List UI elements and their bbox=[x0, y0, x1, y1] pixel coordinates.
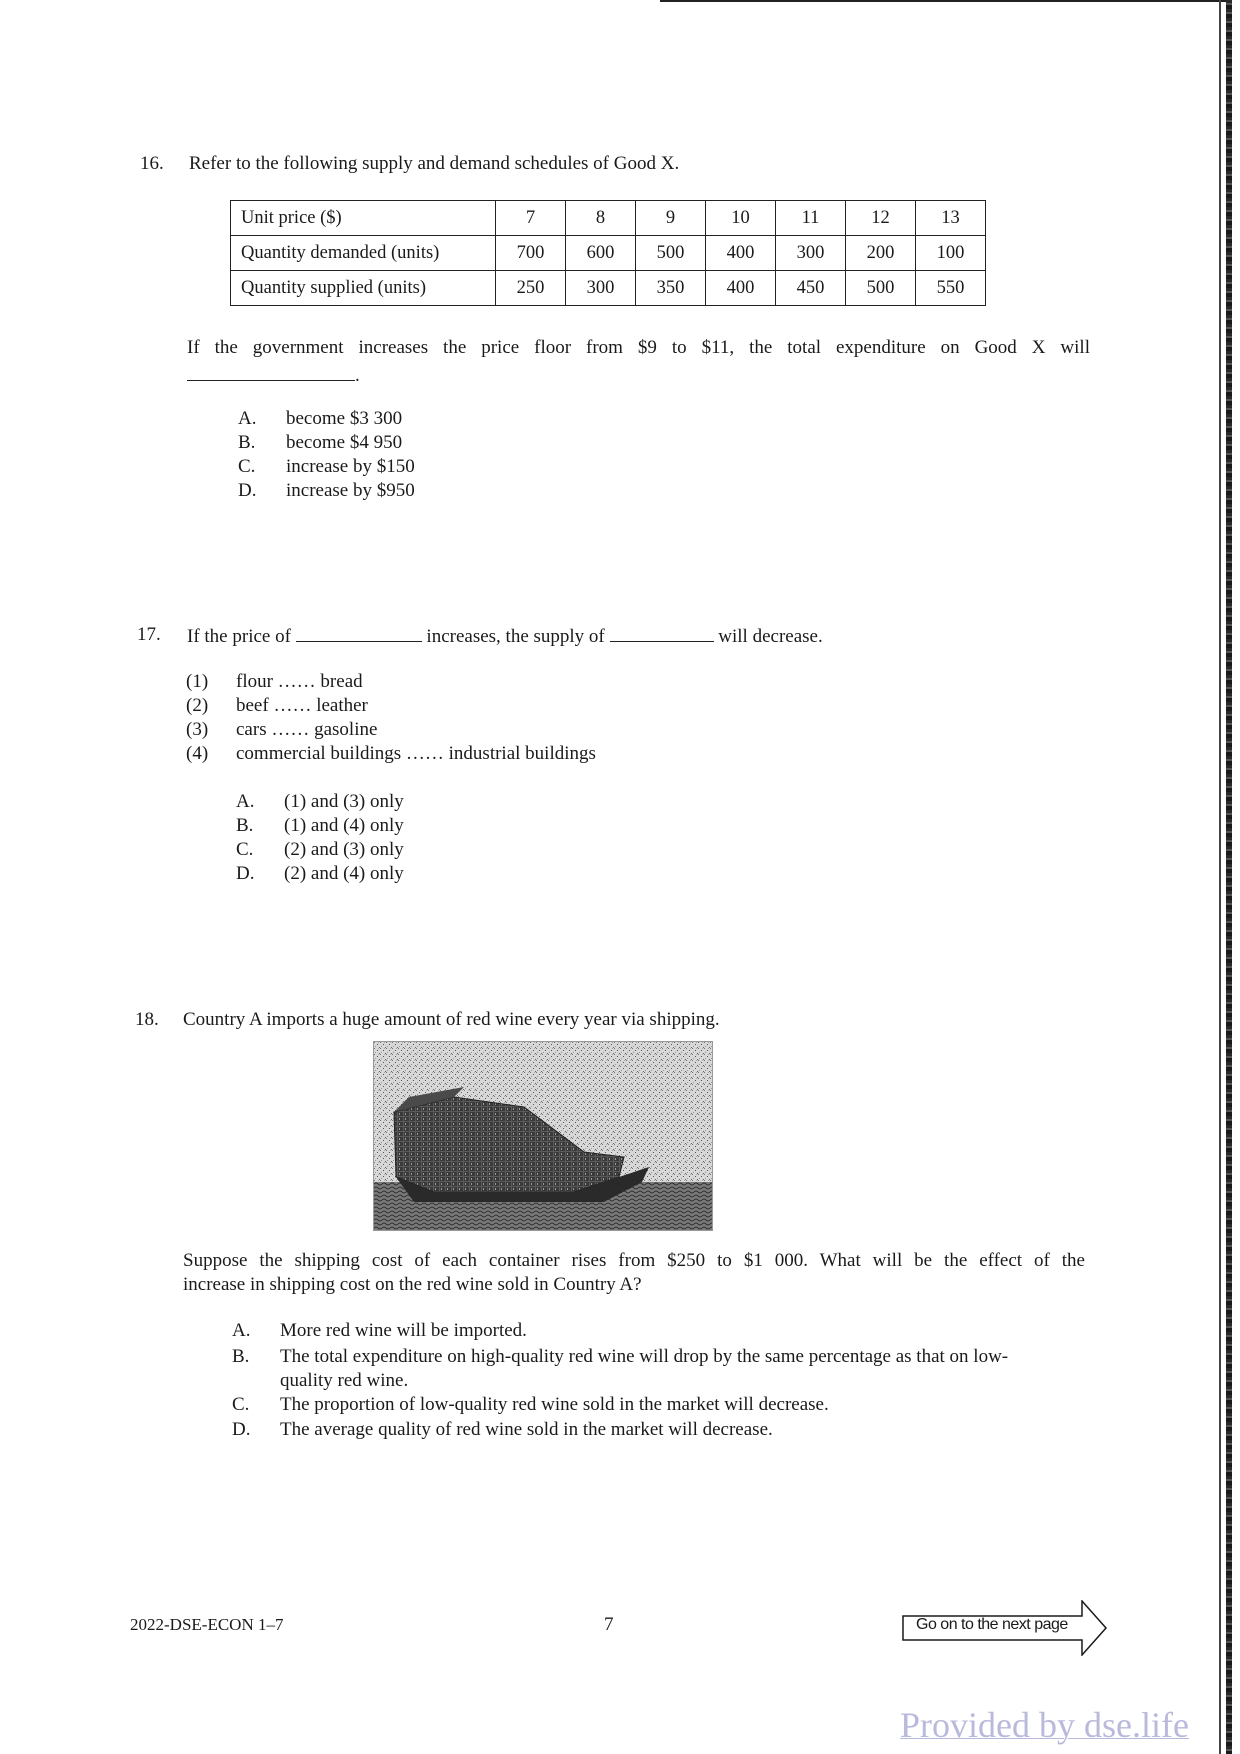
q17-option-c[interactable] bbox=[236, 838, 404, 862]
option-letter: A. bbox=[238, 408, 257, 429]
q17-option-d[interactable] bbox=[236, 862, 404, 886]
table-cell: 200 bbox=[846, 236, 916, 271]
table-cell: 12 bbox=[846, 201, 916, 236]
next-page-label: Go on to the next page bbox=[916, 1616, 1068, 1633]
table-cell: 300 bbox=[566, 271, 636, 306]
item-text: beef …… leather bbox=[236, 695, 368, 716]
table-cell: 13 bbox=[916, 201, 986, 236]
table-cell: 11 bbox=[776, 201, 846, 236]
option-letter: C. bbox=[232, 1394, 250, 1415]
q16-question: If the government increases the price floor from $9 to $11, the total expenditure on Good X will bbox=[187, 337, 1090, 358]
q18-option-b-continued: quality red wine. bbox=[280, 1370, 409, 1391]
table-cell: 400 bbox=[706, 271, 776, 306]
q17-item-4 bbox=[186, 742, 596, 766]
q18-option-b[interactable] bbox=[232, 1345, 1008, 1369]
q17-stem bbox=[187, 623, 823, 649]
row-label: Quantity supplied (units) bbox=[231, 271, 496, 306]
table-cell: 250 bbox=[496, 271, 566, 306]
q16-option-d[interactable] bbox=[238, 479, 415, 503]
q18-paragraph-line1: Suppose the shipping cost of each container rises from $250 to $1 000. What will be the effect of the bbox=[183, 1250, 1085, 1271]
q17-option-a[interactable] bbox=[236, 790, 404, 814]
q17-stem-part3: will decrease. bbox=[718, 626, 823, 647]
item-number: (4) bbox=[186, 743, 209, 764]
option-letter: B. bbox=[238, 432, 256, 453]
q17-option-b[interactable] bbox=[236, 814, 404, 838]
table-row-supplied bbox=[231, 271, 986, 306]
q16-number: 16. bbox=[140, 153, 164, 174]
q17-number: 17. bbox=[137, 624, 161, 645]
option-text: (2) and (4) only bbox=[284, 863, 404, 884]
q16-stem: Refer to the following supply and demand schedules of Good X. bbox=[189, 153, 680, 174]
option-text: increase by $950 bbox=[286, 480, 415, 501]
item-number: (1) bbox=[186, 671, 209, 692]
option-letter: B. bbox=[236, 815, 254, 836]
q16-option-b[interactable] bbox=[238, 431, 402, 455]
option-text: become $3 300 bbox=[286, 408, 403, 429]
table-cell: 10 bbox=[706, 201, 776, 236]
option-letter: B. bbox=[232, 1346, 250, 1367]
table-cell: 700 bbox=[496, 236, 566, 271]
option-text: (1) and (4) only bbox=[284, 815, 404, 836]
watermark-link[interactable]: Provided by dse.life bbox=[900, 1705, 1189, 1745]
row-label: Unit price ($) bbox=[231, 201, 496, 236]
q18-option-d[interactable] bbox=[232, 1418, 773, 1442]
table-cell: 400 bbox=[706, 236, 776, 271]
q16-period: . bbox=[355, 365, 360, 386]
option-letter: A. bbox=[232, 1320, 251, 1341]
q16-option-a[interactable] bbox=[238, 407, 402, 431]
table-cell: 100 bbox=[916, 236, 986, 271]
blank-line bbox=[610, 623, 714, 642]
table-row-price bbox=[231, 201, 986, 236]
top-edge-line bbox=[660, 0, 1230, 2]
q18-number: 18. bbox=[135, 1009, 159, 1030]
option-letter: C. bbox=[236, 839, 254, 860]
option-text: The proportion of low-quality red wine sold in the market will decrease. bbox=[280, 1394, 829, 1415]
q17-stem-part1: If the price of bbox=[187, 626, 291, 647]
scan-edge-border bbox=[1226, 0, 1232, 1754]
table-cell: 550 bbox=[916, 271, 986, 306]
option-letter: A. bbox=[236, 791, 255, 812]
q17-item-2 bbox=[186, 694, 368, 718]
table-cell: 7 bbox=[496, 201, 566, 236]
option-text: (1) and (3) only bbox=[284, 791, 404, 812]
q18-paragraph-line2: increase in shipping cost on the red wine sold in Country A? bbox=[183, 1274, 642, 1295]
option-letter: D. bbox=[236, 863, 255, 884]
blank-line bbox=[296, 623, 422, 642]
q18-option-a[interactable] bbox=[232, 1319, 527, 1343]
supply-demand-table bbox=[230, 200, 986, 306]
scan-edge-line bbox=[1219, 0, 1221, 1754]
table-cell: 9 bbox=[636, 201, 706, 236]
table-cell: 450 bbox=[776, 271, 846, 306]
paper-code: 2022-DSE-ECON 1–7 bbox=[130, 1615, 284, 1634]
q18-stem: Country A imports a huge amount of red wine every year via shipping. bbox=[183, 1009, 720, 1030]
table-cell: 600 bbox=[566, 236, 636, 271]
option-text: (2) and (3) only bbox=[284, 839, 404, 860]
q16-option-c[interactable] bbox=[238, 455, 415, 479]
blank-line bbox=[187, 362, 355, 381]
item-text: commercial buildings …… industrial buildings bbox=[236, 743, 596, 764]
option-letter: C. bbox=[238, 456, 256, 477]
option-text: The total expenditure on high-quality red wine will drop by the same percentage as that on low- bbox=[280, 1346, 1009, 1367]
item-number: (2) bbox=[186, 695, 209, 716]
item-number: (3) bbox=[186, 719, 209, 740]
table-cell: 500 bbox=[846, 271, 916, 306]
page-number: 7 bbox=[604, 1614, 614, 1635]
option-letter: D. bbox=[232, 1419, 251, 1440]
table-cell: 500 bbox=[636, 236, 706, 271]
q18-option-c[interactable] bbox=[232, 1393, 829, 1417]
item-text: cars …… gasoline bbox=[236, 719, 378, 740]
option-text: More red wine will be imported. bbox=[280, 1320, 527, 1341]
row-label: Quantity demanded (units) bbox=[231, 236, 496, 271]
q17-item-1 bbox=[186, 670, 363, 694]
option-text: become $4 950 bbox=[286, 432, 403, 453]
q17-item-3 bbox=[186, 718, 377, 742]
q16-answer-blank bbox=[187, 362, 360, 388]
container-ship-photo bbox=[373, 1041, 713, 1231]
option-letter: D. bbox=[238, 480, 257, 501]
option-text: The average quality of red wine sold in the market will decrease. bbox=[280, 1419, 773, 1440]
table-cell: 8 bbox=[566, 201, 636, 236]
table-cell: 350 bbox=[636, 271, 706, 306]
table-row-demanded bbox=[231, 236, 986, 271]
q17-stem-part2: increases, the supply of bbox=[426, 626, 605, 647]
item-text: flour …… bread bbox=[236, 671, 363, 692]
table-cell: 300 bbox=[776, 236, 846, 271]
option-text: increase by $150 bbox=[286, 456, 415, 477]
